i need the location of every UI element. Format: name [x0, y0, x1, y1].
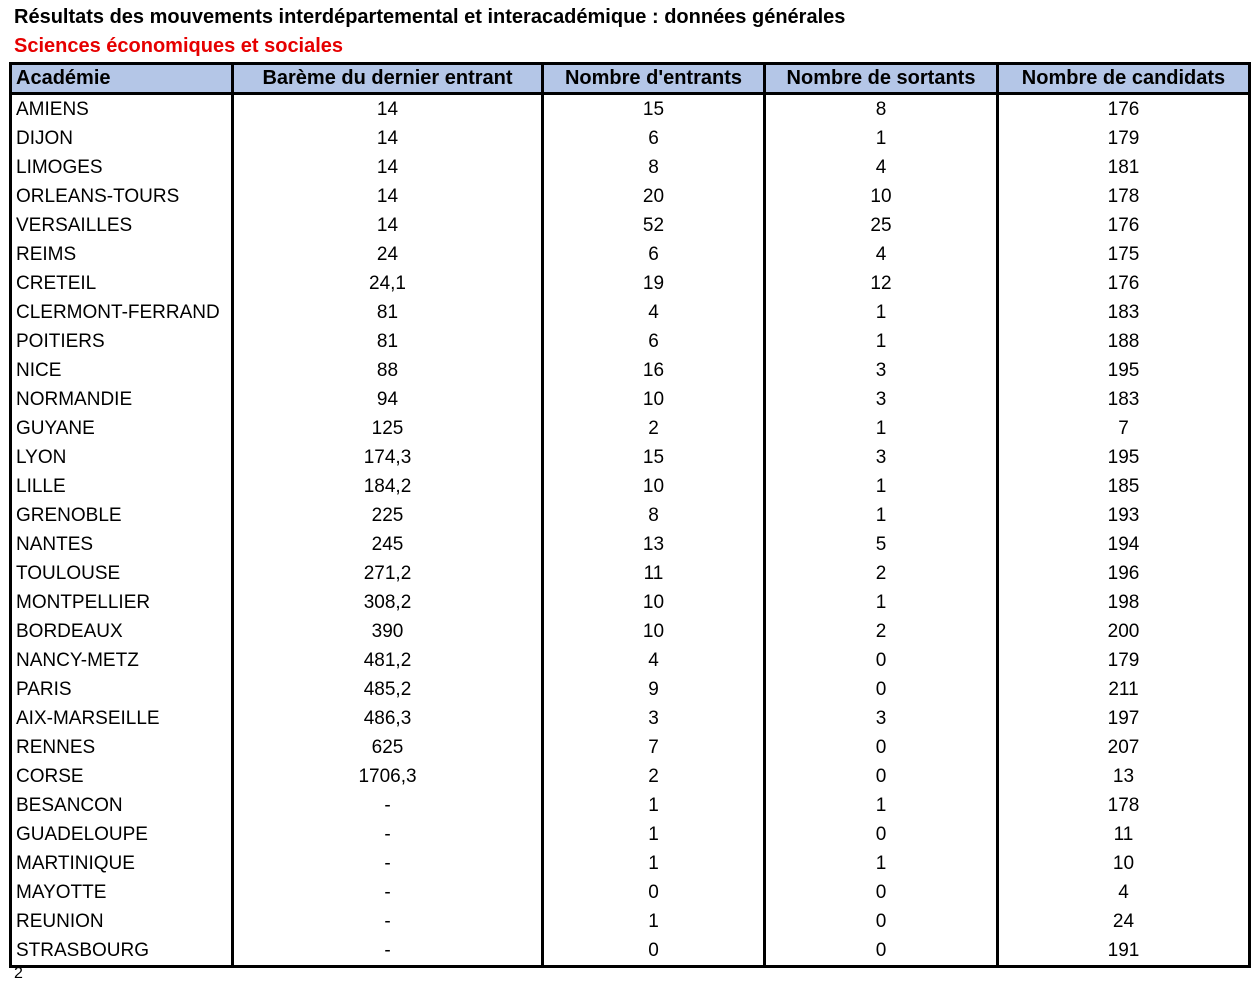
candidats-cell: 207	[998, 733, 1250, 762]
table-row	[11, 849, 1250, 878]
table-row	[11, 617, 1250, 646]
sortants-cell: 1	[765, 588, 998, 617]
candidats-cell: 10	[998, 849, 1250, 878]
table-row	[11, 211, 1250, 240]
sortants-cell: 1	[765, 791, 998, 820]
sortants-cell: 1	[765, 327, 998, 356]
table-row	[11, 791, 1250, 820]
table-row	[11, 414, 1250, 443]
entrants-cell: 19	[543, 269, 765, 298]
candidats-cell: 13	[998, 762, 1250, 791]
bareme-cell: 271,2	[233, 559, 543, 588]
table-row	[11, 820, 1250, 849]
table-row	[11, 530, 1250, 559]
candidats-cell: 211	[998, 675, 1250, 704]
candidats-cell: 176	[998, 94, 1250, 125]
candidats-cell: 179	[998, 646, 1250, 675]
entrants-cell: 6	[543, 240, 765, 269]
entrants-cell: 1	[543, 849, 765, 878]
table-row	[11, 936, 1250, 967]
entrants-cell: 1	[543, 907, 765, 936]
candidats-cell: 197	[998, 704, 1250, 733]
bareme-cell: 125	[233, 414, 543, 443]
table-row	[11, 588, 1250, 617]
academie-cell: RENNES	[11, 733, 233, 762]
academie-cell: NANTES	[11, 530, 233, 559]
bareme-cell: -	[233, 849, 543, 878]
table-row	[11, 878, 1250, 907]
entrants-cell: 4	[543, 298, 765, 327]
entrants-cell: 10	[543, 385, 765, 414]
sortants-cell: 8	[765, 94, 998, 125]
academie-cell: LIMOGES	[11, 153, 233, 182]
sortants-cell: 1	[765, 501, 998, 530]
sortants-cell: 1	[765, 849, 998, 878]
candidats-cell: 178	[998, 182, 1250, 211]
entrants-cell: 20	[543, 182, 765, 211]
bareme-cell: 390	[233, 617, 543, 646]
candidats-cell: 200	[998, 617, 1250, 646]
table-row	[11, 907, 1250, 936]
bareme-cell: -	[233, 791, 543, 820]
candidats-cell: 183	[998, 298, 1250, 327]
candidats-cell: 11	[998, 820, 1250, 849]
discipline-subtitle: Sciences économiques et sociales	[14, 35, 344, 57]
sortants-cell: 0	[765, 762, 998, 791]
entrants-cell: 1	[543, 820, 765, 849]
candidats-cell: 195	[998, 443, 1250, 472]
entrants-cell: 2	[543, 762, 765, 791]
page-title: Résultats des mouvements interdépartemental et interacadémique : données générales	[14, 6, 846, 28]
academie-cell: BORDEAUX	[11, 617, 233, 646]
sortants-cell: 0	[765, 936, 998, 967]
bareme-cell: 485,2	[233, 675, 543, 704]
entrants-cell: 8	[543, 153, 765, 182]
sortants-cell: 0	[765, 907, 998, 936]
candidats-cell: 196	[998, 559, 1250, 588]
candidats-cell: 179	[998, 124, 1250, 153]
sortants-cell: 10	[765, 182, 998, 211]
academie-cell: NANCY-METZ	[11, 646, 233, 675]
table-row	[11, 646, 1250, 675]
sortants-cell: 5	[765, 530, 998, 559]
academie-cell: GUYANE	[11, 414, 233, 443]
table-row	[11, 356, 1250, 385]
table-row	[11, 704, 1250, 733]
entrants-cell: 0	[543, 878, 765, 907]
candidats-cell: 4	[998, 878, 1250, 907]
table-row	[11, 269, 1250, 298]
bareme-cell: 184,2	[233, 472, 543, 501]
candidats-cell: 178	[998, 791, 1250, 820]
bareme-cell: 14	[233, 124, 543, 153]
sortants-cell: 3	[765, 385, 998, 414]
table-row	[11, 153, 1250, 182]
column-header-academie: Académie	[11, 64, 233, 94]
sortants-cell: 0	[765, 878, 998, 907]
entrants-cell: 10	[543, 588, 765, 617]
bareme-cell: 88	[233, 356, 543, 385]
entrants-cell: 8	[543, 501, 765, 530]
entrants-cell: 6	[543, 124, 765, 153]
table-row	[11, 182, 1250, 211]
candidats-cell: 194	[998, 530, 1250, 559]
sortants-cell: 12	[765, 269, 998, 298]
bareme-cell: 486,3	[233, 704, 543, 733]
table-row	[11, 559, 1250, 588]
candidats-cell: 183	[998, 385, 1250, 414]
academie-cell: MARTINIQUE	[11, 849, 233, 878]
sortants-cell: 1	[765, 124, 998, 153]
academie-cell: CLERMONT-FERRAND	[11, 298, 233, 327]
academie-cell: PARIS	[11, 675, 233, 704]
table-header-row	[11, 64, 1250, 94]
bareme-cell: 24	[233, 240, 543, 269]
sortants-cell: 1	[765, 414, 998, 443]
table-body	[11, 94, 1250, 967]
academie-cell: GRENOBLE	[11, 501, 233, 530]
table-row	[11, 327, 1250, 356]
academie-cell: LILLE	[11, 472, 233, 501]
sortants-cell: 3	[765, 704, 998, 733]
academie-cell: CORSE	[11, 762, 233, 791]
bareme-cell: 81	[233, 298, 543, 327]
column-header-sortants: Nombre de sortants	[765, 64, 998, 94]
academie-cell: AMIENS	[11, 94, 233, 125]
table-row	[11, 385, 1250, 414]
academie-cell: MONTPELLIER	[11, 588, 233, 617]
candidats-cell: 188	[998, 327, 1250, 356]
candidats-cell: 181	[998, 153, 1250, 182]
sortants-cell: 0	[765, 646, 998, 675]
bareme-cell: 481,2	[233, 646, 543, 675]
entrants-cell: 2	[543, 414, 765, 443]
bareme-cell: 94	[233, 385, 543, 414]
candidats-cell: 195	[998, 356, 1250, 385]
bareme-cell: 625	[233, 733, 543, 762]
entrants-cell: 3	[543, 704, 765, 733]
table-row	[11, 124, 1250, 153]
bareme-cell: -	[233, 878, 543, 907]
results-table	[9, 62, 1251, 968]
table-row	[11, 94, 1250, 125]
academie-cell: STRASBOURG	[11, 936, 233, 967]
candidats-cell: 7	[998, 414, 1250, 443]
entrants-cell: 6	[543, 327, 765, 356]
sortants-cell: 25	[765, 211, 998, 240]
table-row	[11, 762, 1250, 791]
sortants-cell: 0	[765, 733, 998, 762]
table-row	[11, 733, 1250, 762]
sortants-cell: 0	[765, 820, 998, 849]
table-row	[11, 240, 1250, 269]
entrants-cell: 1	[543, 791, 765, 820]
candidats-cell: 191	[998, 936, 1250, 967]
candidats-cell: 176	[998, 211, 1250, 240]
sortants-cell: 2	[765, 559, 998, 588]
sortants-cell: 4	[765, 240, 998, 269]
academie-cell: REIMS	[11, 240, 233, 269]
bareme-cell: 14	[233, 182, 543, 211]
sortants-cell: 1	[765, 472, 998, 501]
entrants-cell: 16	[543, 356, 765, 385]
sortants-cell: 0	[765, 675, 998, 704]
bareme-cell: -	[233, 936, 543, 967]
footer-mark: 2	[14, 965, 23, 982]
candidats-cell: 185	[998, 472, 1250, 501]
bareme-cell: 14	[233, 153, 543, 182]
column-header-entrants: Nombre d'entrants	[543, 64, 765, 94]
academie-cell: NICE	[11, 356, 233, 385]
column-header-bareme: Barème du dernier entrant	[233, 64, 543, 94]
academie-cell: AIX-MARSEILLE	[11, 704, 233, 733]
entrants-cell: 13	[543, 530, 765, 559]
table-row	[11, 298, 1250, 327]
column-header-candidats: Nombre de candidats	[998, 64, 1250, 94]
table-row	[11, 675, 1250, 704]
candidats-cell: 24	[998, 907, 1250, 936]
academie-cell: ORLEANS-TOURS	[11, 182, 233, 211]
entrants-cell: 4	[543, 646, 765, 675]
sortants-cell: 3	[765, 356, 998, 385]
bareme-cell: 308,2	[233, 588, 543, 617]
academie-cell: GUADELOUPE	[11, 820, 233, 849]
bareme-cell: 24,1	[233, 269, 543, 298]
academie-cell: REUNION	[11, 907, 233, 936]
table-row	[11, 443, 1250, 472]
table-row	[11, 501, 1250, 530]
candidats-cell: 193	[998, 501, 1250, 530]
academie-cell: MAYOTTE	[11, 878, 233, 907]
sortants-cell: 1	[765, 298, 998, 327]
sortants-cell: 4	[765, 153, 998, 182]
bareme-cell: 174,3	[233, 443, 543, 472]
table-row	[11, 472, 1250, 501]
entrants-cell: 15	[543, 94, 765, 125]
entrants-cell: 10	[543, 472, 765, 501]
academie-cell: TOULOUSE	[11, 559, 233, 588]
academie-cell: BESANCON	[11, 791, 233, 820]
candidats-cell: 198	[998, 588, 1250, 617]
academie-cell: NORMANDIE	[11, 385, 233, 414]
bareme-cell: 225	[233, 501, 543, 530]
sortants-cell: 2	[765, 617, 998, 646]
bareme-cell: 14	[233, 94, 543, 125]
sortants-cell: 3	[765, 443, 998, 472]
entrants-cell: 7	[543, 733, 765, 762]
candidats-cell: 175	[998, 240, 1250, 269]
bareme-cell: 245	[233, 530, 543, 559]
bareme-cell: 81	[233, 327, 543, 356]
academie-cell: POITIERS	[11, 327, 233, 356]
entrants-cell: 15	[543, 443, 765, 472]
entrants-cell: 0	[543, 936, 765, 967]
academie-cell: DIJON	[11, 124, 233, 153]
bareme-cell: -	[233, 907, 543, 936]
bareme-cell: 1706,3	[233, 762, 543, 791]
bareme-cell: -	[233, 820, 543, 849]
entrants-cell: 9	[543, 675, 765, 704]
entrants-cell: 10	[543, 617, 765, 646]
candidats-cell: 176	[998, 269, 1250, 298]
entrants-cell: 11	[543, 559, 765, 588]
bareme-cell: 14	[233, 211, 543, 240]
academie-cell: CRETEIL	[11, 269, 233, 298]
academie-cell: LYON	[11, 443, 233, 472]
entrants-cell: 52	[543, 211, 765, 240]
academie-cell: VERSAILLES	[11, 211, 233, 240]
